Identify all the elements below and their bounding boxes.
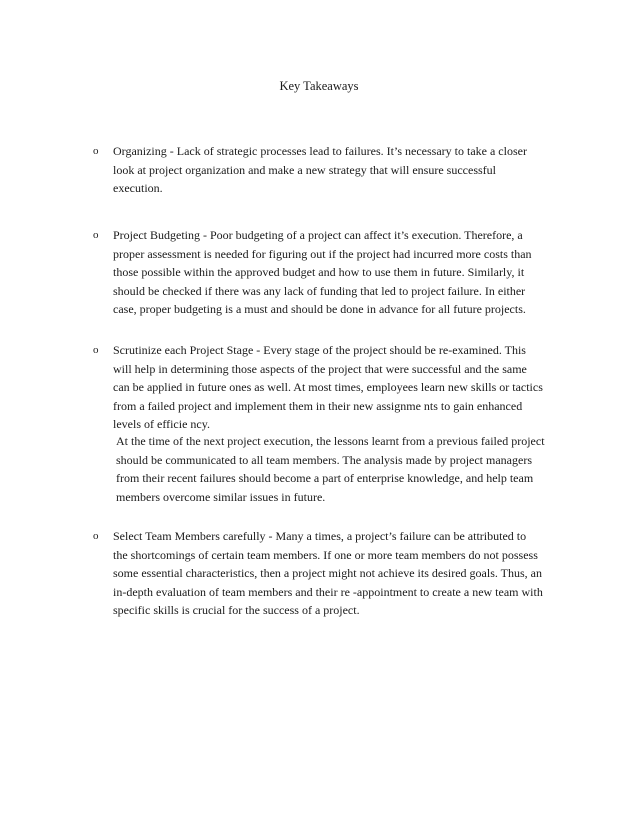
text-line: some essential characteristics, then a project might not achieve its desired goals. Thus, an: [113, 566, 542, 580]
text-line: case, proper budgeting is a must and should be done in advance for all future projects.: [113, 302, 526, 316]
text-line: specific skills is crucial for the success of a project.: [113, 603, 360, 617]
text-line: should be checked if there was any lack of funding that led to project failure. In either: [113, 283, 526, 298]
list-item-text: [113, 341, 568, 434]
list-item-text: [113, 142, 568, 198]
list-item-continuation: [116, 432, 571, 506]
text-line: levels of efficie ncy.: [113, 417, 210, 431]
text-line: in-depth evaluation of team members and their re -appointment to create a new team with: [113, 584, 543, 599]
text-line: At the time of the next project execution, the lessons learnt from a previous failed project: [116, 434, 545, 448]
bullet-marker: o: [93, 145, 99, 157]
text-line: should be communicated to all team members. The analysis made by project managers: [116, 452, 532, 467]
text-line: will help in determining those aspects of the project that were successful and the same: [113, 361, 527, 376]
text-line: from their recent failures should become a part of enterprise knowledge, and help team: [116, 471, 534, 485]
bullet-marker: o: [93, 344, 99, 356]
text-line: proper assessment is needed for figuring out if the project had incurred more costs than: [113, 246, 532, 261]
bullet-marker: o: [93, 530, 99, 542]
list-item-text: [113, 226, 568, 319]
text-line: execution.: [113, 181, 163, 195]
page-title: Key Takeaways: [279, 79, 359, 93]
text-line: look at project organization and make a new strategy that will ensure successful: [113, 162, 496, 177]
text-line: those possible within the approved budget and how to use them in future. Similarly, it: [113, 265, 525, 279]
list-item-text: [113, 527, 568, 620]
text-line: Scrutinize each Project Stage - Every stage of the project should be re-examined. This: [113, 343, 526, 357]
text-line: Project Budgeting - Poor budgeting of a project can affect it’s execution. Therefore, a: [113, 228, 523, 242]
text-line: the shortcomings of certain team members. If one or more team members do not possess: [113, 547, 538, 562]
text-line: can be applied in future ones as well. At most times, employees learn new skills or tactics: [113, 380, 543, 394]
text-line: Organizing - Lack of strategic processes lead to failures. It’s necessary to take a closer: [113, 144, 527, 158]
text-line: from a failed project and implement them in their new assignme nts to gain enhanced: [113, 398, 523, 413]
text-line: Select Team Members carefully - Many a times, a project’s failure can be attributed to: [113, 529, 527, 543]
text-line: members overcome similar issues in future.: [116, 489, 326, 504]
bullet-marker: o: [93, 229, 99, 241]
